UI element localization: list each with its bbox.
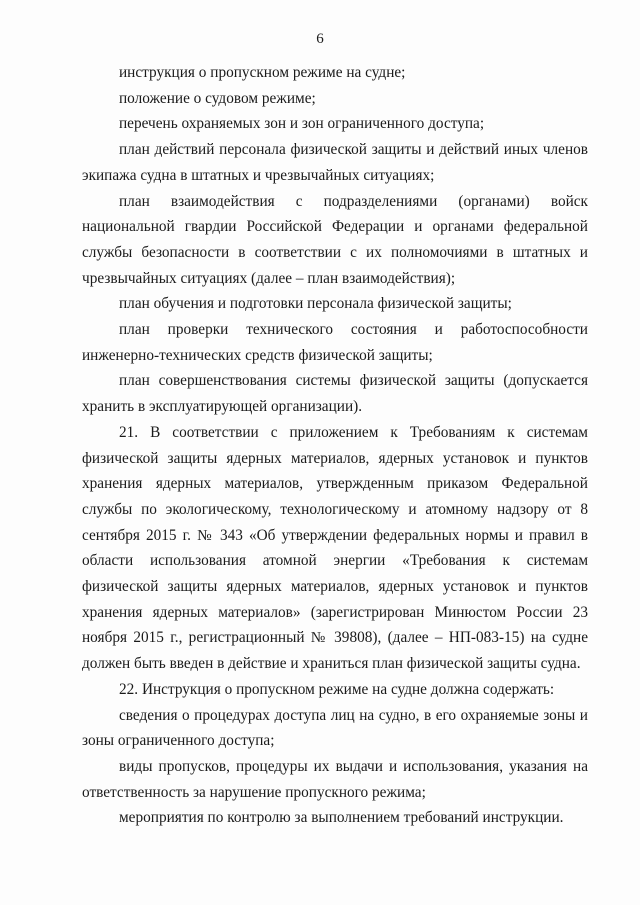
list-item-interaction-plan: план взаимодействия с подразделениями (органами) войск национальной гвардии Российской Федерации и органами федеральной службы безопасности в соответствии с их полномочиями в штатных и чрезвычайных ситуациях (далее – план взаимодействия); — [82, 192, 588, 287]
list-item-access-instruction: инструкция о пропускном режиме на судне; — [119, 64, 406, 81]
list-item-protected-zones: перечень охраняемых зон и зон ограниченного доступа; — [119, 115, 485, 133]
list-item-pass-types: виды пропусков, процедуры их выдачи и использования, указания на ответственность за нарушение пропускного режима; — [82, 757, 588, 801]
list-item-improvement-plan: план совершенствования системы физической защиты (допускается хранить в эксплуатирующей организации). — [82, 372, 588, 416]
list-item-access-procedures: сведения о процедурах доступа лиц на судно, в его охраняемые зоны и зоны ограниченного доступа; — [82, 706, 588, 750]
paragraph-21: 21. В соответствии с приложением к Требованиям к системам физической защиты ядерных материалов, ядерных установок и пунктов хранения ядерных материалов, утвержденным приказом Федеральной службы по экологическому, технологическому и атомному надзору от 8 сентября 2015 г. № 343 «Об утверждении федеральных нормы и правил в области использования атомной энергии «Требования к системам физической защиты ядерных материалов, ядерных установок и пунктов хранения ядерных материалов» (зарегистрирован Минюстом России 23 ноября 2015 г., регистрационный № 39808), (далее – НП-083-15) на судне должен быть введен в действие и храниться план физической защиты судна. — [82, 423, 588, 673]
paragraph-22: 22. Инструкция о пропускном режиме на судне должна содержать: — [119, 680, 555, 698]
list-item-training-plan: план обучения и подготовки персонала физической защиты; — [119, 295, 512, 313]
list-item-inspection-plan: план проверки технического состояния и работоспособности инженерно-технических средств физической защиты; — [82, 321, 588, 364]
document-body — [82, 60, 588, 831]
list-item-action-plan: план действий персонала физической защиты и действий иных членов экипажа судна в штатных и чрезвычайных ситуациях; — [82, 141, 588, 184]
page-number: 6 — [316, 31, 324, 47]
list-item-ship-regime: положение о судовом режиме; — [119, 89, 316, 107]
list-item-compliance-control: мероприятия по контролю за выполнением требований инструкции. — [119, 809, 564, 827]
